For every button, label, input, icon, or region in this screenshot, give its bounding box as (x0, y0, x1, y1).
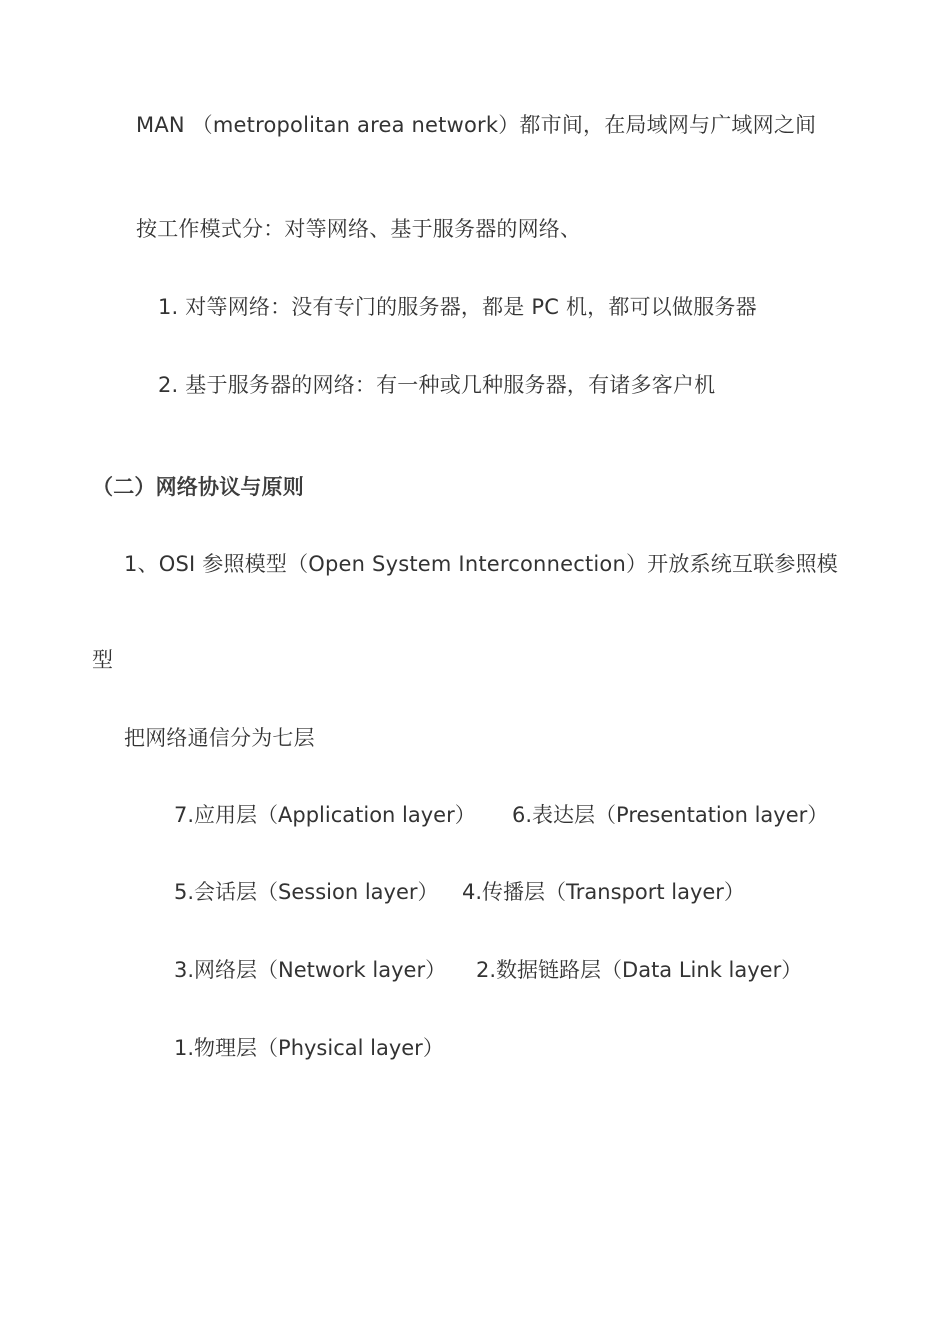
work-mode-classification-text: 按工作模式分：对等网络、基于服务器的网络、 (136, 217, 582, 241)
seven-layers-intro-text: 把网络通信分为七层 (124, 726, 315, 750)
peer-to-peer-network-item: 1. 对等网络：没有专门的服务器，都是 PC 机，都可以做服务器 (158, 295, 757, 319)
osi-model-text-continuation: 型 (92, 648, 114, 672)
osi-model-text: 1、OSI 参照模型（Open System Interconnection）开放系统互联参照模 (124, 552, 838, 576)
osi-layer-session: 5.会话层（Session layer） (174, 880, 439, 904)
man-definition-text: MAN （metropolitan area network）都市间，在局域网与广域网之间 (136, 113, 817, 137)
osi-layer-physical: 1.物理层（Physical layer） (174, 1036, 444, 1060)
osi-layer-transport: 4.传播层（Transport layer） (462, 880, 745, 904)
server-based-network-item: 2. 基于服务器的网络：有一种或几种服务器，有诸多客户机 (158, 373, 716, 397)
section-heading: （二）网络协议与原则 (92, 475, 304, 499)
osi-layer-network: 3.网络层（Network layer） (174, 958, 447, 982)
osi-layer-presentation: 6.表达层（Presentation layer） (512, 803, 829, 827)
osi-layer-application: 7.应用层（Application layer） (174, 803, 476, 827)
osi-layer-data-link: 2.数据链路层（Data Link layer） (476, 958, 803, 982)
